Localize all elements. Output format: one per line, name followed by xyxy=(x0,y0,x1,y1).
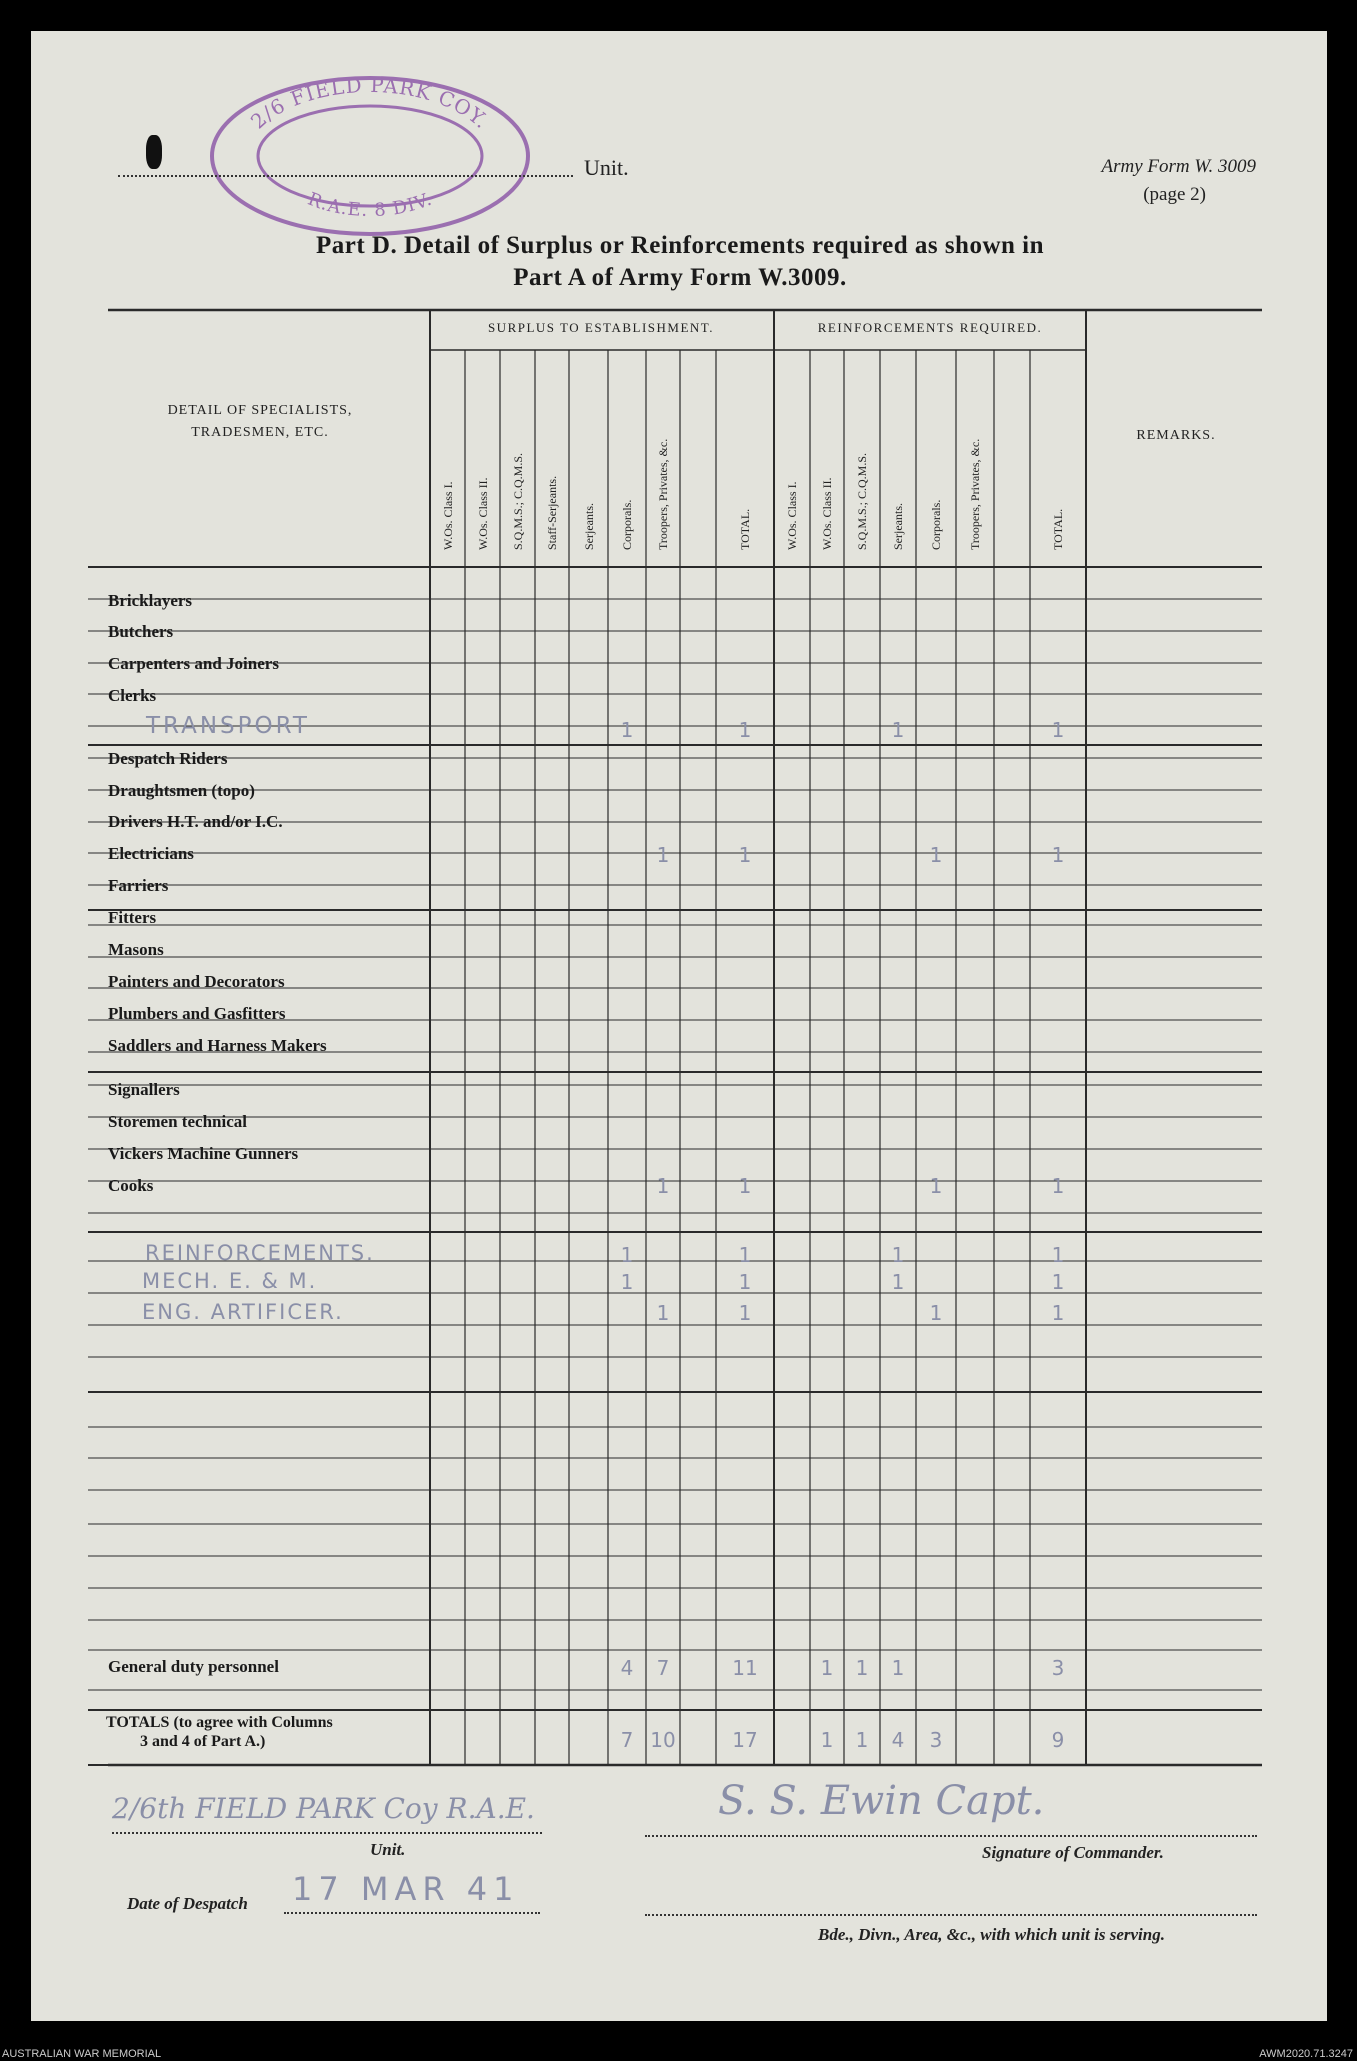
column-header: W.Os. Class II. xyxy=(820,477,834,550)
unit-label: Unit. xyxy=(584,155,629,180)
cell-mark-mech: 1 xyxy=(1051,1270,1065,1294)
handwritten-transport: TRANSPORT xyxy=(146,713,310,739)
detail-header-line-1: DETAIL OF SPECIALISTS, xyxy=(167,403,353,418)
detail-column-header xyxy=(140,400,380,444)
cell-mark-totals: 1 xyxy=(855,1728,869,1752)
cell-mark-totals: 9 xyxy=(1051,1728,1065,1752)
cell-mark-general_duty: 1 xyxy=(855,1656,869,1680)
handwritten-eng-artificer: ENG. ARTIFICER. xyxy=(142,1300,344,1324)
row-label: Masons xyxy=(108,940,164,959)
row-label: Clerks xyxy=(108,686,157,705)
cell-mark-electricians: 1 xyxy=(929,843,943,867)
handwritten-reinforcements: REINFORCEMENTS. xyxy=(145,1241,375,1265)
row-label: Painters and Decorators xyxy=(108,972,285,991)
cell-mark-transport: 1 xyxy=(620,718,634,742)
cell-mark-reinforcements: 1 xyxy=(1051,1243,1065,1267)
general-duty-label: General duty personnel xyxy=(108,1657,279,1676)
row-label: Farriers xyxy=(108,876,169,895)
column-header: Troopers, Privates, &c. xyxy=(968,438,982,550)
cell-mark-general_duty: 1 xyxy=(891,1656,905,1680)
column-header: S.Q.M.S.; C.Q.M.S. xyxy=(855,452,869,550)
column-header: W.Os. Class II. xyxy=(475,477,490,550)
cell-mark-totals: 3 xyxy=(929,1728,943,1752)
cell-mark-cooks: 1 xyxy=(929,1174,943,1198)
cell-mark-general_duty: 1 xyxy=(820,1656,834,1680)
column-header: Serjeants. xyxy=(891,503,905,550)
cell-mark-totals: 1 xyxy=(820,1728,834,1752)
cell-mark-transport: 1 xyxy=(1051,718,1065,742)
row-label: Cooks xyxy=(108,1176,154,1195)
form-number: Army Form W. 3009 xyxy=(1101,156,1256,177)
cell-mark-electricians: 1 xyxy=(738,843,752,867)
date-label: Date of Despatch xyxy=(127,1894,248,1913)
signature-line xyxy=(645,1835,1257,1837)
handwritten-unit: 2/6th FIELD PARK Coy R.A.E. xyxy=(112,1792,535,1825)
caption-left: AUSTRALIAN WAR MEMORIAL xyxy=(2,2048,162,2060)
date-line xyxy=(284,1912,540,1914)
cell-mark-transport: 1 xyxy=(891,718,905,742)
row-label: Carpenters and Joiners xyxy=(108,654,279,673)
cell-mark-mech: 1 xyxy=(738,1270,752,1294)
row-label: Saddlers and Harness Makers xyxy=(108,1036,327,1055)
cell-mark-transport: 1 xyxy=(738,718,752,742)
cell-mark-reinforcements: 1 xyxy=(620,1243,634,1267)
date-handwritten: 17 MAR 41 xyxy=(292,1870,520,1908)
column-header: W.Os. Class I. xyxy=(785,481,799,550)
column-header: Corporals. xyxy=(929,499,943,550)
cell-mark-general_duty: 7 xyxy=(656,1656,670,1680)
detail-header-line-2: TRADESMEN, ETC. xyxy=(191,425,329,440)
footer-unit-label: Unit. xyxy=(370,1840,406,1859)
row-label: Storemen technical xyxy=(108,1112,247,1131)
totals-label-line-1: TOTALS (to agree with Columns xyxy=(106,1714,333,1731)
signature-label: Signature of Commander. xyxy=(982,1843,1164,1862)
page-label: (page 2) xyxy=(1143,184,1206,205)
column-header: Serjeants. xyxy=(581,503,596,550)
footer-unit-line xyxy=(112,1832,542,1834)
cell-mark-general_duty: 4 xyxy=(620,1656,634,1680)
title-line-2: Part A of Army Form W.3009. xyxy=(513,264,847,291)
title-line-1: Part D. Detail of Surplus or Reinforcements required as shown in xyxy=(315,232,1045,259)
row-label: Draughtsmen (topo) xyxy=(108,781,255,800)
cell-mark-totals: 10 xyxy=(650,1728,676,1752)
row-label: Plumbers and Gasfitters xyxy=(108,1004,286,1023)
cell-mark-eng: 1 xyxy=(656,1301,670,1325)
totals-label-line-2: 3 and 4 of Part A.) xyxy=(140,1733,266,1750)
row-label: Drivers H.T. and/or I.C. xyxy=(108,812,283,831)
column-header: Corporals. xyxy=(620,499,634,550)
column-header: TOTAL. xyxy=(738,508,752,550)
bde-label: Bde., Divn., Area, &c., with which unit is serving. xyxy=(818,1925,1165,1944)
row-label: Bricklayers xyxy=(108,591,193,610)
handwritten-mech: MECH. E. & M. xyxy=(142,1269,318,1293)
cell-mark-electricians: 1 xyxy=(1051,843,1065,867)
cell-mark-eng: 1 xyxy=(738,1301,752,1325)
bde-line xyxy=(645,1914,1257,1916)
row-label: Signallers xyxy=(108,1080,180,1099)
row-label: Vickers Machine Gunners xyxy=(108,1144,299,1163)
column-header: Staff-Serjeants. xyxy=(545,475,559,550)
commander-signature: S. S. Ewin Capt. xyxy=(718,1778,1045,1824)
cell-mark-eng: 1 xyxy=(929,1301,943,1325)
column-header: W.Os. Class I. xyxy=(440,481,455,550)
cell-mark-mech: 1 xyxy=(891,1270,905,1294)
cell-mark-cooks: 1 xyxy=(656,1174,670,1198)
cell-mark-general_duty: 11 xyxy=(732,1656,758,1680)
cell-mark-electricians: 1 xyxy=(656,843,670,867)
cell-mark-totals: 4 xyxy=(891,1728,905,1752)
cell-mark-cooks: 1 xyxy=(738,1174,752,1198)
cell-mark-totals: 17 xyxy=(732,1728,758,1752)
cell-mark-totals: 7 xyxy=(620,1728,634,1752)
row-label: Fitters xyxy=(108,908,157,927)
surplus-group-header: SURPLUS TO ESTABLISHMENT. xyxy=(487,320,715,335)
remarks-column-header: REMARKS. xyxy=(1136,428,1216,443)
cell-mark-eng: 1 xyxy=(1051,1301,1065,1325)
cell-mark-general_duty: 3 xyxy=(1051,1656,1065,1680)
cell-mark-cooks: 1 xyxy=(1051,1174,1065,1198)
caption-right: AWM2020.71.3247 xyxy=(1259,2048,1353,2060)
column-header: Troopers, Privates, &c. xyxy=(656,438,670,550)
column-header: TOTAL. xyxy=(1051,508,1065,550)
stamp-bottom-text: R.A.E. 8 DIV. xyxy=(304,188,436,222)
row-label: Butchers xyxy=(108,622,174,641)
totals-label xyxy=(106,1713,333,1751)
cell-mark-reinforcements: 1 xyxy=(738,1243,752,1267)
column-header: S.Q.M.S.; C.Q.M.S. xyxy=(510,452,525,550)
cell-mark-mech: 1 xyxy=(620,1270,634,1294)
reinforcements-group-header: REINFORCEMENTS REQUIRED. xyxy=(817,320,1043,335)
row-label: Despatch Riders xyxy=(108,749,228,768)
cell-mark-reinforcements: 1 xyxy=(891,1243,905,1267)
row-label: Electricians xyxy=(108,844,194,863)
stamp-top-text: 2/6 FIELD PARK COY. xyxy=(245,72,495,134)
